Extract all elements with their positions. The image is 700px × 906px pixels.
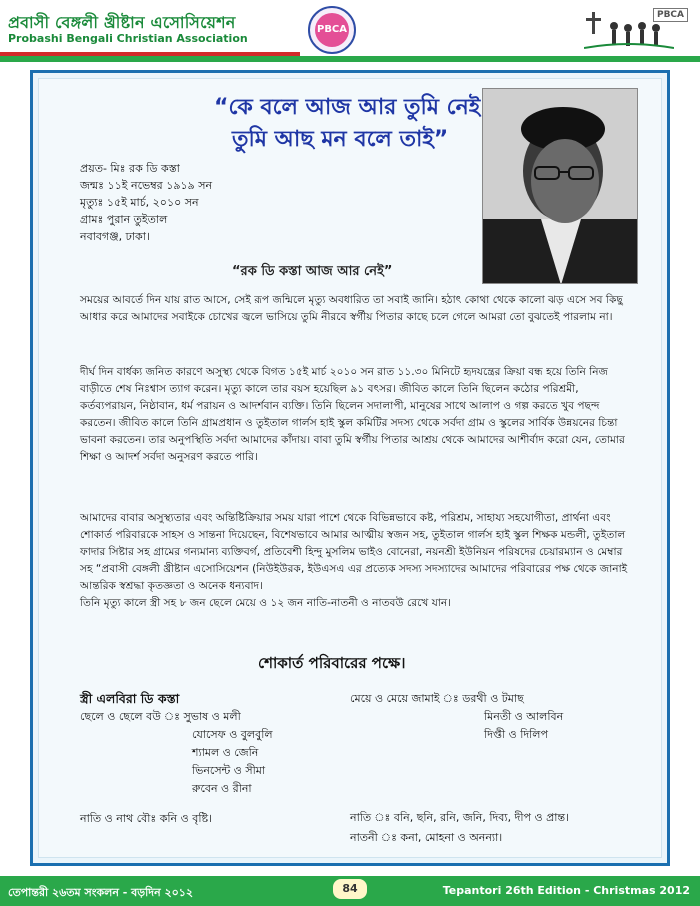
deceased-details (80, 160, 212, 245)
son-item: ভিনসেন্ট ও সীমা (192, 764, 266, 777)
daughter-item: মিনতী ও আলবিন (484, 710, 564, 723)
granddaughters-line: নাতনী ঃ কনা, মোহনা ও অনন্যা। (350, 831, 503, 844)
sons-label: ছেলে ও ছেলে বউ ঃ সুভাষ ও মলী (80, 710, 241, 723)
portrait-photo (482, 88, 638, 284)
header-title-bengali: প্রবাসী বেঙ্গলী খ্রীষ্টান এসোসিয়েশন (8, 13, 236, 32)
wife-name: স্ত্রী এলবিরা ডি কস্তা (80, 691, 180, 706)
paragraph-3-text: আমাদের বাবার অসুস্থ্যতার এবং অন্তিষ্টিক্রিয়ার সময় যারা পাশে থেকে বিভিন্নভাবে কষ্ট, পরিশ্রম, সাহায্য সহযোগীতা, প্রার্থনা এবং শোকার্ত পরিবারকে সাহস ও সান্তনা দিয়েছেন, বিশেষভাবে আমার আত্মীয় স্বজন সহ, তুইতাল গার্লস হাই স্কুল শিক্ষক মন্ডলী, তুইতাল ফাদার সিষ্টার সহ গ্রামের গন্যমান্য ব্যক্তিবর্গ, প্রতিবেশী হিন্দু মুসলিম ভাইও বোনেরা, নয়নশ্রী ইউনিয়ন পরিষদের চেয়ারম্যান ও মেম্বার সহ “প্রবাসী বেঙ্গলী খ্রীষ্টান এসোসিয়েশন (নিউইউরক, ইউএসএ এর প্রত্যেক সদস্য সদস্যাদের আমাদের পরিবারের পক্ষ থেকে জানাই আন্তরিক স্বশ্রদ্ধা কৃতজ্ঞতা ও অনেক ধন্যবাদ। (80, 512, 628, 592)
son-item: শ্যামল ও জেনি (192, 746, 259, 759)
daughters-label: মেয়ে ও মেয়ে জামাই ঃ ডরথী ও টমাছ (350, 692, 524, 705)
page-footer (0, 876, 700, 906)
header-emblem (584, 6, 694, 52)
portrait-image (483, 89, 638, 284)
family-list-left (80, 690, 273, 798)
grandchildren-line: নাতি ঃ বনি, ছনি, রনি, জনি, দিব্য, দীপ ও প্রান্ত। (350, 811, 569, 824)
death-date: মৃত্যুঃ ১৫ই মার্চ, ২০১০ সন (80, 196, 199, 209)
daughter-item: দিপ্তী ও দিলিপ (484, 728, 548, 741)
association-logo (308, 6, 356, 54)
logo-text: PBCA (315, 13, 349, 47)
pbca-tag: PBCA (653, 8, 688, 22)
page-number: 84 (333, 879, 367, 899)
district: নবাবগঞ্জ, ঢাকা। (80, 230, 150, 243)
quote-line-2: তুমি আছ মন বলে তাই” (232, 127, 449, 152)
paragraph-3 (80, 510, 638, 612)
grandchildren-lines (350, 808, 569, 848)
son-item: রুবেন ও রীনা (192, 782, 252, 795)
memorial-quote (214, 92, 494, 156)
quote-line-1: “কে বলে আজ আর তুমি নেই (214, 95, 481, 120)
family-list-right (350, 690, 563, 744)
header-green-band (0, 56, 700, 62)
page-header (0, 0, 700, 56)
paragraph-3-survivors: তিনি মৃত্যু কালে স্ত্রী সহ ৮ জন ছেলে মেয়ে ও ১২ জন নাতি-নাতনী ও নাতবউ রেখে যান। (80, 597, 452, 609)
family-signature: শোকার্ত পরিবারের পক্ষে। (258, 654, 406, 672)
header-title-english: Probashi Bengali Christian Association (8, 32, 248, 45)
paragraph-2: দীর্ঘ দিন বার্ধক্য জনিত কারণে অসুস্থ্য থেকে বিগত ১৫ই মার্চ ২০১০ সন রাত ১১.৩০ মিনিটে হৃদযন্ত্রের ক্রিয়া বন্ধ হয়ে তিনি নিজ বাড়ীতে শেষ নিঃশ্বাস ত্যাগ করেন। মৃত্যু কালে তার বয়স হয়েছিল ৯১ বৎসর। জীবিত কালে তিনি ছিলেন কঠোর পরিশ্রমী, কর্তব্যপরায়ন, নিষ্ঠাবান, ধর্ম পরায়ন ও আদর্শবান ব্যক্তি। তিনি ছিলেন সদালাপী, মানুষের সাথে আলাপ ও গল্প করতে খুব পছন্দ করতেন। জীবিত কালে তিনি গ্রামপ্রধান ও তুইতাল গার্লস হাই স্কুল কমিটির সদস্য থেকে সর্বদা গ্রাম ও স্কুলের সার্বিক উন্নয়নের চিন্তা ভাবনা করতেন। তার অনুপস্থিতি সর্বদা আমাদের কাঁদায়। বাবা তুমি স্বর্গীয় পিতার আশ্রয় থেকে আমাদের আশীর্বাদ করো যেন, তোমার শিক্ষা ও আদর্শ সর্বদা অনুসরণ করতে পারি। (80, 366, 625, 463)
paragraph-1: সময়ের আবর্তে দিন যায় রাত আসে, সেই রূপ জন্মিলে মৃত্যু অবধারিত তা সবাই জানি। হঠাৎ কোথা থেকে কালো ঝড় এসে সব কিছু আধার করে আমাদের সবাইকে চোখের জ্বলে ভাসিয়ে তুমি নীরবে স্বর্গীয় পিতার কাছে চলে গেলে আমরা তো বুঝতেই পারলাম না। (80, 294, 623, 323)
son-item: যোসেফ ও বুলবুলি (192, 728, 273, 741)
sub-heading: “রক ডি কস্তা আজ আর নেই” (232, 264, 393, 279)
footer-english: Tepantori 26th Edition - Christmas 2012 (442, 884, 690, 897)
birth-date: জন্মঃ ১১ই নভেম্বর ১৯১৯ সন (80, 179, 213, 192)
footer-bengali: তেপান্তরী ২৬তম সংকলন - বড়দিন ২০১২ (8, 886, 194, 899)
deceased-name: প্রয়ত- মিঃ রক ডি কস্তা (80, 162, 180, 175)
grandsons-line: নাতি ও নাথ বৌঃ কনি ও বৃষ্টি। (80, 812, 213, 825)
village: গ্রামঃ পুরান তুইতাল (80, 213, 168, 226)
